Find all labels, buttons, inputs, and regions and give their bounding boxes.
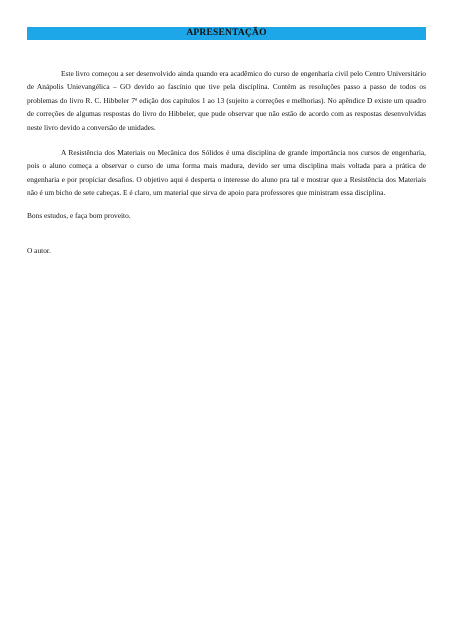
section-title: APRESENTAÇÃO (186, 27, 267, 38)
presentation-body (27, 67, 426, 257)
section-header-bar (27, 27, 426, 40)
closing-line: Bons estudos, e faça bom proveito. (27, 210, 131, 220)
paragraph-intro: Este livro começou a ser desenvolvido ainda quando era acadêmico do curso de engenharia civil pelo Centro Universitário de Anápolis Unievangélica – GO devido ao fascínio que tive pela disciplina. Contém as resoluções passo a passo de todos os problemas do livro R. C. Hibbeler 7ª edição dos capítulos 1 ao 13 (sujeito a correções e melhorias). No apêndice D existe um quadro de correções de algumas respostas do livro do Hibbeler, que pude observar que não estão de acordo com as respostas desenvolvidas neste livro devido a conversão de unidades. (27, 69, 426, 132)
paragraph-purpose: A Resistência dos Materiais ou Mecânica dos Sólidos é uma disciplina de grande importância nos cursos de engenharia, pois o aluno começa a observar o curso de uma forma mais madura, devido ser uma disciplina mais voltada para a prática de engenharia e por propiciar desafios. O objetivo aqui é desperta o interesse do aluno pra tal e mostrar que a Resistência dos Materiais não é um bicho de sete cabeças. E é claro, um material que sirva de apoio para professores que ministram essa disciplina. (27, 148, 426, 198)
author-signoff: O autor. (27, 246, 51, 256)
